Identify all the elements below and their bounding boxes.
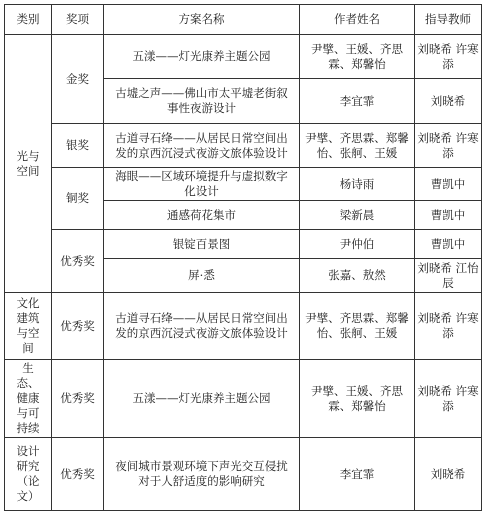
advisor-cell: 刘晓希 许寒添 (415, 360, 482, 438)
plan-name-cell: 古墟之声——佛山市太平墟老街叙事性夜游设计 (104, 79, 300, 124)
header-authors: 作者姓名 (300, 5, 415, 35)
category-cell-design-research: 设计研究（论文） (5, 438, 52, 511)
header-advisor: 指导教师 (415, 5, 482, 35)
award-cell-silver: 银奖 (52, 124, 104, 168)
plan-name-cell: 夜间城市景观环境下声光交互侵扰对于人舒适度的影响研究 (104, 438, 300, 511)
table-row (5, 124, 482, 168)
authors-cell: 李宜霏 (300, 438, 415, 511)
authors-cell: 尹擘、王媛、齐思霖、郑馨怡 (300, 35, 415, 79)
table-row (5, 360, 482, 438)
award-cell-gold: 金奖 (52, 35, 104, 124)
advisor-cell: 刘晓希 许寒添 (415, 293, 482, 360)
advisor-cell: 刘晓希 江怡辰 (415, 259, 482, 293)
header-award: 奖项 (52, 5, 104, 35)
table-header-row (5, 5, 482, 35)
plan-name-cell: 古道寻石绛——从居民日常空间出发的京西沉浸式夜游文旅体验设计 (104, 124, 300, 168)
awards-table-container (4, 4, 482, 511)
advisor-cell: 刘晓希 (415, 438, 482, 511)
awards-table (4, 4, 482, 511)
authors-cell: 张嘉、敖然 (300, 259, 415, 293)
header-plan-name: 方案名称 (104, 5, 300, 35)
header-category: 类别 (5, 5, 52, 35)
plan-name-cell: 五漾——灯光康养主题公园 (104, 360, 300, 438)
award-cell-excellence: 优秀奖 (52, 230, 104, 293)
advisor-cell: 曹凯中 (415, 230, 482, 259)
award-cell: 优秀奖 (52, 438, 104, 511)
advisor-cell: 刘晓希 许寒添 (415, 35, 482, 79)
authors-cell: 梁新晨 (300, 201, 415, 230)
category-cell-light-space: 光与空间 (5, 35, 52, 293)
table-row (5, 293, 482, 360)
award-cell: 优秀奖 (52, 360, 104, 438)
advisor-cell: 刘晓希 (415, 79, 482, 124)
authors-cell: 尹擘、齐思霖、郑馨怡、张舸、王媛 (300, 124, 415, 168)
authors-cell: 尹擘、齐思霖、郑馨怡、张舸、王媛 (300, 293, 415, 360)
table-row (5, 230, 482, 259)
plan-name-cell: 海眼——区域环境提升与虚拟数字化设计 (104, 168, 300, 201)
plan-name-cell: 古道寻石绛——从居民日常空间出发的京西沉浸式夜游文旅体验设计 (104, 293, 300, 360)
advisor-cell: 曹凯中 (415, 168, 482, 201)
category-cell-culture-architecture: 文化建筑与空间 (5, 293, 52, 360)
category-cell-ecology-health: 生态、健康与可持续 (5, 360, 52, 438)
plan-name-cell: 银锭百景图 (104, 230, 300, 259)
plan-name-cell: 屏·悉 (104, 259, 300, 293)
advisor-cell: 刘晓希 许寒添 (415, 124, 482, 168)
authors-cell: 杨诗雨 (300, 168, 415, 201)
award-cell: 优秀奖 (52, 293, 104, 360)
table-row (5, 35, 482, 79)
authors-cell: 尹擘、王媛、齐思霖、郑馨怡 (300, 360, 415, 438)
table-row (5, 438, 482, 511)
advisor-cell: 曹凯中 (415, 201, 482, 230)
table-row (5, 168, 482, 201)
plan-name-cell: 通感荷花集市 (104, 201, 300, 230)
authors-cell: 李宜霏 (300, 79, 415, 124)
award-cell-bronze: 铜奖 (52, 168, 104, 230)
authors-cell: 尹仲伯 (300, 230, 415, 259)
plan-name-cell: 五漾——灯光康养主题公园 (104, 35, 300, 79)
